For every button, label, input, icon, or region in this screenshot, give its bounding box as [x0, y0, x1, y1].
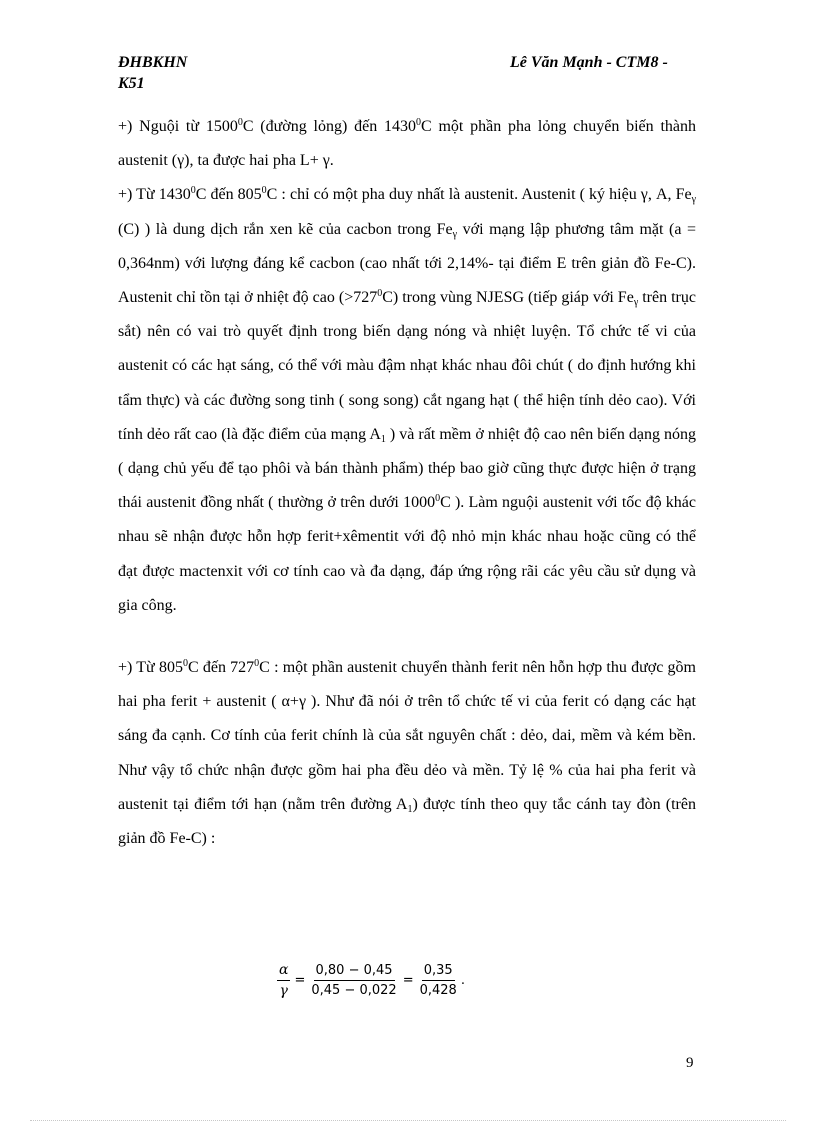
header-author: Lê Văn Mạnh - CTM8 - — [510, 54, 668, 71]
lever-rule-formula — [275, 962, 465, 999]
paragraph-spacer — [118, 623, 696, 651]
document-body — [118, 110, 696, 856]
paragraph-ferrite: +) Từ $805^0C$ đến $727^0C$ : một phần austenit chuyển thành ferit nên hỗn hợp thu được gồm hai pha ferit + austenit ( α+γ ). Như đã nói ở trên tổ chức tế vi của ferit có dạng các hạt sáng đa cạnh. Cơ tính của ferit chính là của sắt nguyên chất : dẻo, dai, mềm và kém bền. Như vậy tổ chức nhận được gồm hai pha đều dẻo và mền. Tỷ lệ % của hai pha ferit và austenit tại điểm tới hạn (nằm trên đường $A_1$) được tính theo quy tắc cánh tay đòn (trên giản đồ Fe-C) : — [118, 658, 696, 848]
formula-period: . — [460, 973, 465, 988]
formula-equals-2: = — [402, 973, 414, 988]
formula-fraction-result: $\frac{0,35}{0,428}$ — [419, 963, 457, 998]
paragraph-austenite: +) Từ 1430$^0$C đến $805^0C$ : chỉ có một pha duy nhất là austenit. Austenit ( ký hiệu γ, A, $Fe_\gamma$ (C) ) là dung dịch rắn xen kẽ của cacbon trong $Fe_\gamma$ với mạng lập phương tâm mặt (a = 0,364nm) với lượng đáng kể cacbon (cao nhất tới 2,14%- tại điểm E trên giản đồ Fe-C). Austenit chỉ tồn tại ở nhiệt độ cao $(>727^0C)$ trong vùng NJESG (tiếp giáp với $Fe_\gamma$ trên trục sắt) nên có vai trò quyết định trong biến dạng nóng và nhiệt luyện. Tổ chức tế vi của austenit có các hạt sáng, có thể với màu đậm nhạt khác nhau đôi chút ( do định hướng khi tẩm thực) và các đường song tinh ( song song) cắt ngang hạt ( thể hiện tính dẻo cao). Với tính dẻo rất cao (là đặc điểm của mạng $A_1$ ) và rất mềm ở nhiệt độ cao nên biến dạng nóng ( dạng chủ yếu để tạo phôi và bán thành phẩm) thép bao giờ cũng thực được hiện ở trạng thái austenit đồng nhất ( thường ở trên dưới 1000$^0$C ). Làm nguội austenit với tốc độ khác nhau sẽ nhận được hỗn hợp ferit+xêmentit với độ nhỏ mịn khác nhau hoặc cũng có thể đạt được mactenxit với cơ tính cao và đa dạng, đáp ứng rộng rãi các yêu cầu sử dụng và gia công. — [118, 185, 697, 614]
header-university: ĐHBKHN — [118, 54, 188, 71]
header-left — [118, 52, 187, 94]
formula-fraction-middle: $\frac{0,80 - 0,45}{0,45 - 0,022}$ — [311, 963, 397, 998]
page-bottom-divider — [30, 1120, 786, 1121]
paragraph-cooling-1500: +) Nguội từ 1500$^0$C (đường lỏng) đến 1430$^0$C một phần pha lỏng chuyển biến thành austenit (γ), ta được hai pha L+ γ. — [118, 117, 696, 170]
page-number: 9 — [686, 1055, 694, 1071]
formula-ratio-alpha-gamma: $\frac{\alpha}{\gamma}$ — [279, 962, 289, 999]
formula-equals-1: = — [294, 973, 306, 988]
header-course: K51 — [118, 75, 145, 92]
